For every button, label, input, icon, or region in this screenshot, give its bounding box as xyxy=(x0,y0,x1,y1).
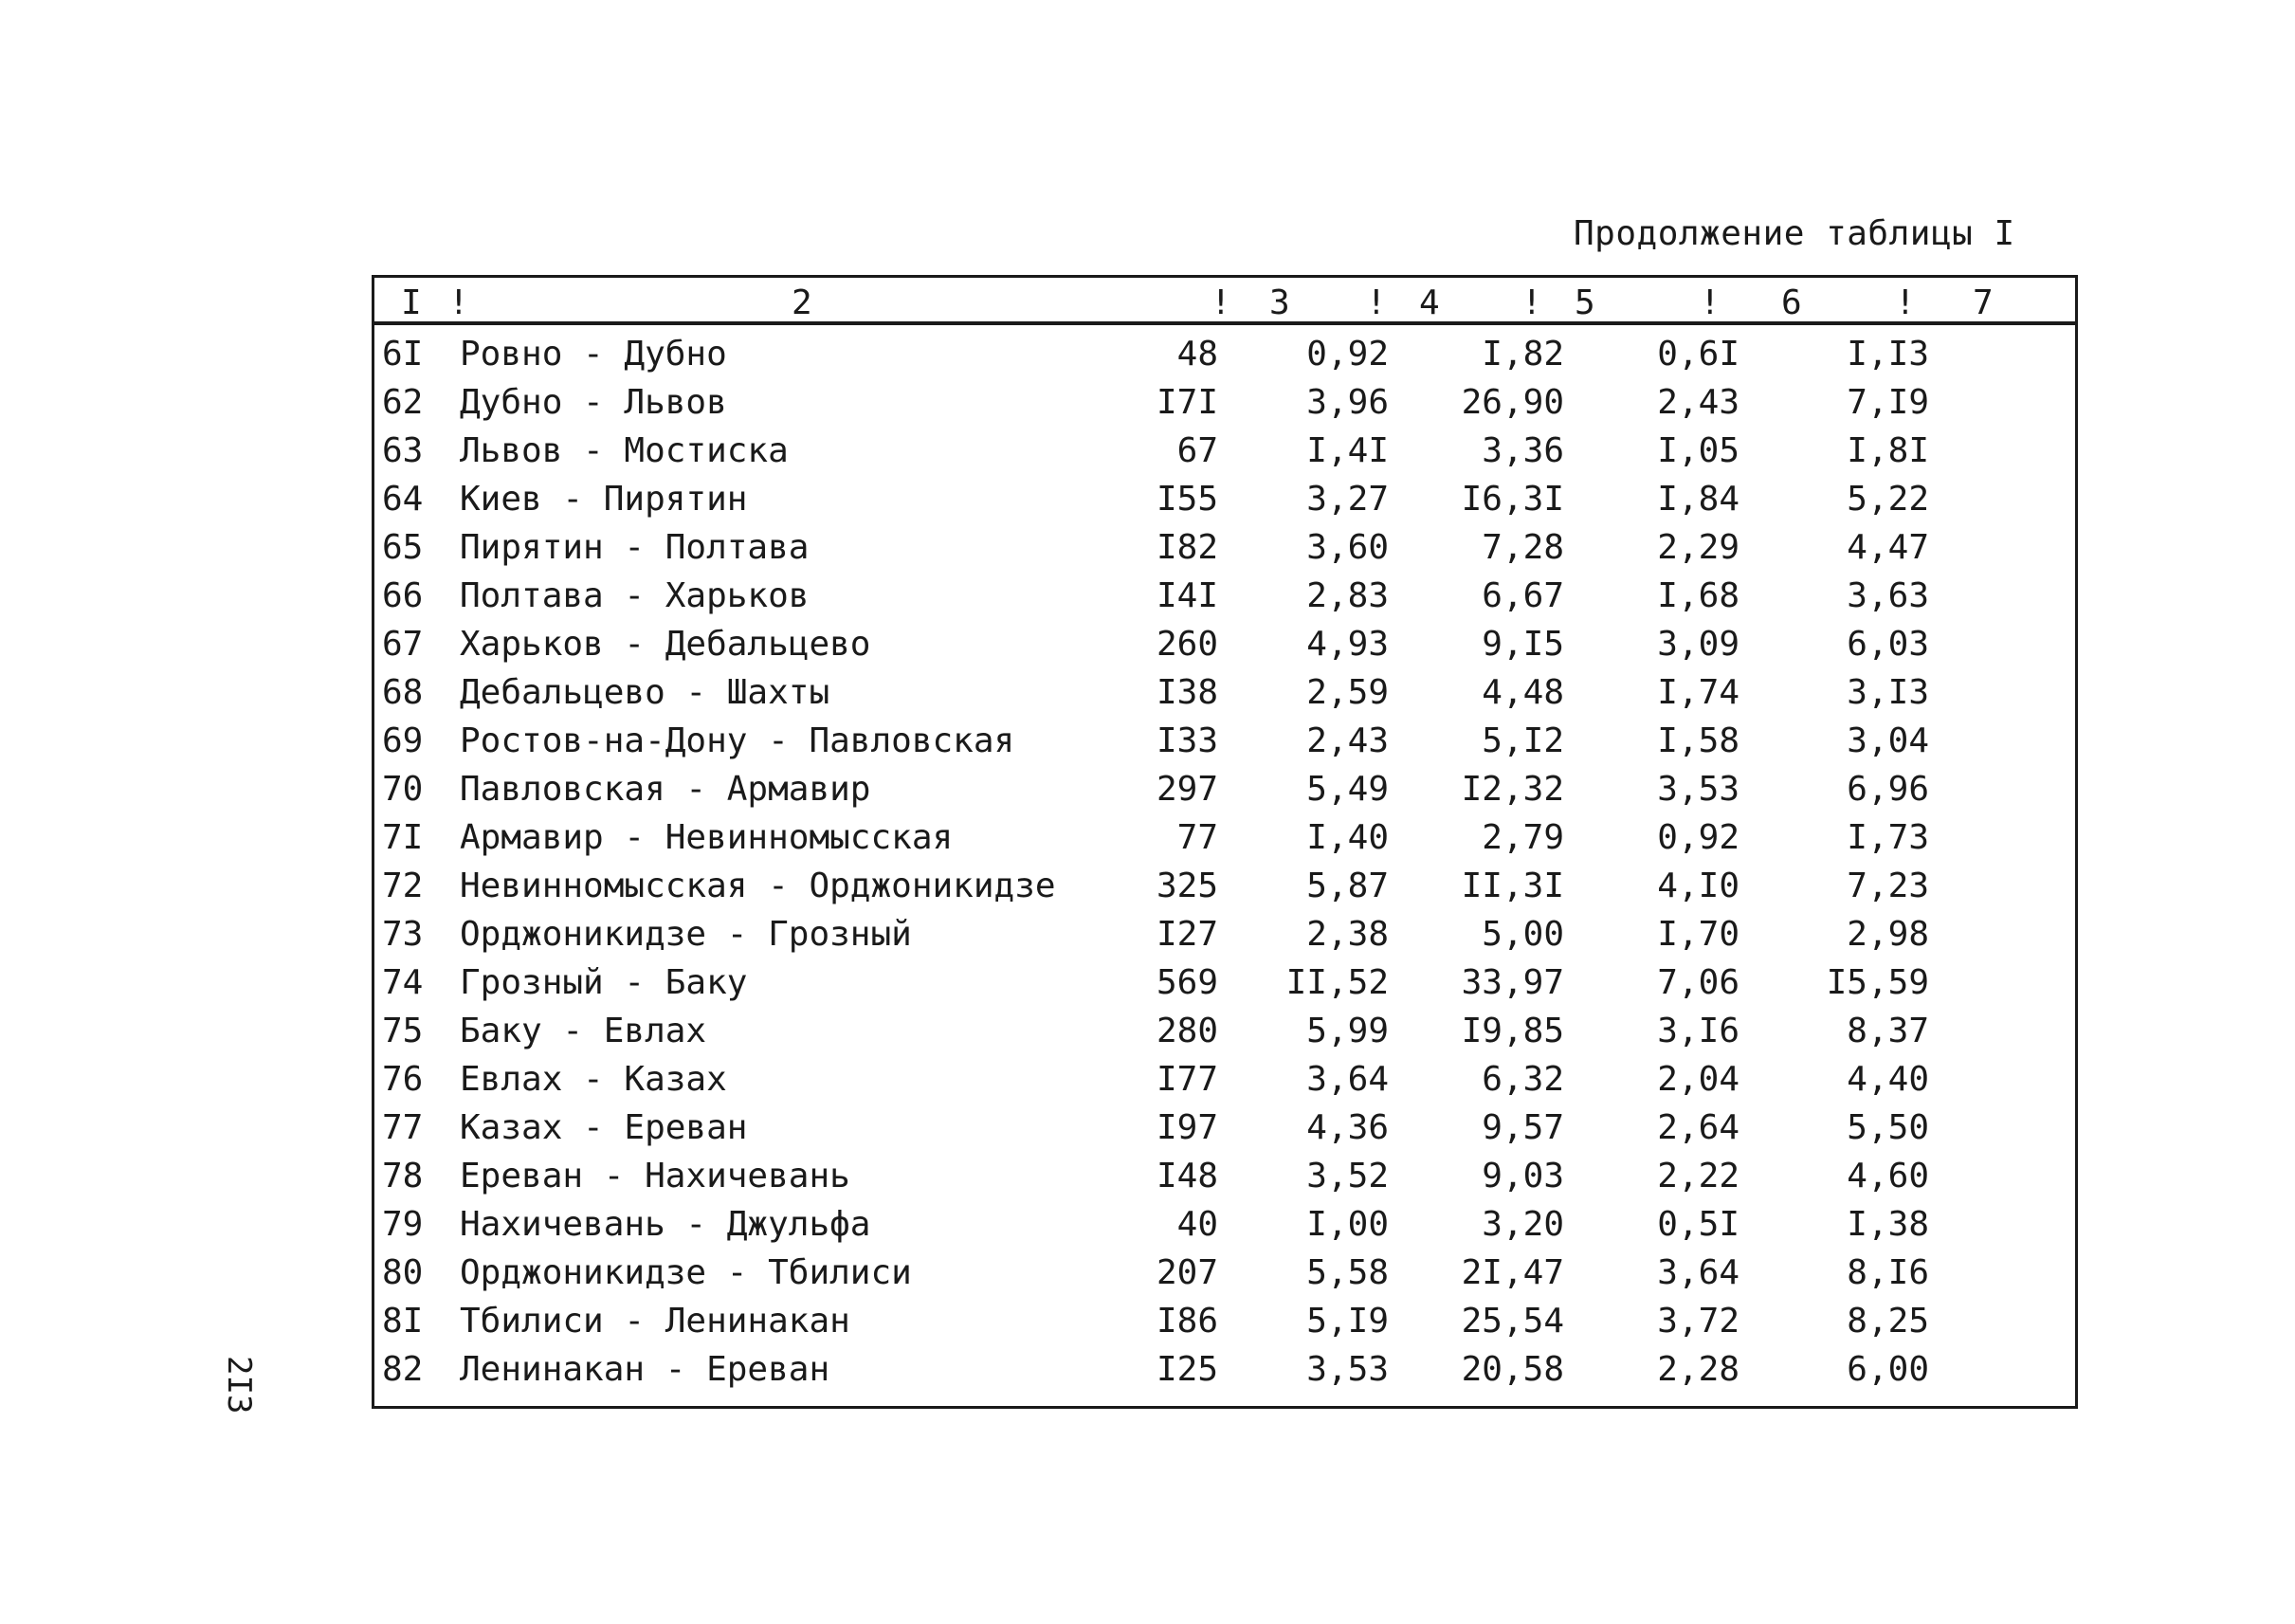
table-row xyxy=(374,377,2075,426)
value-col-3: I33 xyxy=(1156,721,1218,760)
route-name: Нахичевань - Джульфа xyxy=(460,1205,871,1244)
header-col-4: 4 xyxy=(1419,283,1440,322)
value-col-4: 5,49 xyxy=(1306,770,1389,809)
value-col-3: 297 xyxy=(1156,770,1218,809)
route-name: Орджоникидзе - Тбилиси xyxy=(460,1253,912,1292)
row-number: 62 xyxy=(382,383,424,422)
value-col-6: 2,22 xyxy=(1657,1157,1739,1195)
route-name: Ростов-на-Дону - Павловская xyxy=(460,721,1015,760)
value-col-5: 9,57 xyxy=(1482,1108,1564,1147)
table-row xyxy=(374,522,2075,571)
value-col-7: 6,00 xyxy=(1847,1350,1929,1389)
value-col-3: I48 xyxy=(1156,1157,1218,1195)
header-col-5: 5 xyxy=(1575,283,1595,322)
value-col-7: I,I3 xyxy=(1847,335,1929,374)
header-col-1: I xyxy=(401,283,422,322)
table-row xyxy=(374,619,2075,667)
route-name: Киев - Пирятин xyxy=(460,480,748,519)
route-name: Армавир - Невинномысская xyxy=(460,818,954,857)
header-separator: ! xyxy=(1700,283,1721,322)
value-col-4: 3,60 xyxy=(1306,528,1389,567)
value-col-5: I2,32 xyxy=(1461,770,1564,809)
value-col-6: 3,I6 xyxy=(1657,1012,1739,1050)
value-col-6: I,74 xyxy=(1657,673,1739,712)
table-row xyxy=(374,1296,2075,1344)
value-col-6: I,84 xyxy=(1657,480,1739,519)
row-number: 72 xyxy=(382,867,424,905)
value-col-4: 5,I9 xyxy=(1306,1302,1389,1341)
value-col-5: 2,79 xyxy=(1482,818,1564,857)
table-row xyxy=(374,1199,2075,1248)
table-row xyxy=(374,329,2075,377)
table-row xyxy=(374,812,2075,861)
row-number: 77 xyxy=(382,1108,424,1147)
route-name: Тбилиси - Ленинакан xyxy=(460,1302,850,1341)
value-col-4: I,00 xyxy=(1306,1205,1389,1244)
table-row xyxy=(374,958,2075,1006)
value-col-5: 25,54 xyxy=(1461,1302,1564,1341)
route-name: Грозный - Баку xyxy=(460,963,748,1002)
value-col-7: 4,60 xyxy=(1847,1157,1929,1195)
value-col-7: 5,50 xyxy=(1847,1108,1929,1147)
value-col-3: I38 xyxy=(1156,673,1218,712)
row-number: 68 xyxy=(382,673,424,712)
value-col-4: 2,83 xyxy=(1306,576,1389,615)
header-separator: ! xyxy=(1895,283,1916,322)
value-col-7: 2,98 xyxy=(1847,915,1929,954)
value-col-4: II,52 xyxy=(1285,963,1389,1002)
route-name: Дубно - Львов xyxy=(460,383,727,422)
value-col-7: 5,22 xyxy=(1847,480,1929,519)
value-col-3: I86 xyxy=(1156,1302,1218,1341)
row-number: 80 xyxy=(382,1253,424,1292)
value-col-3: 207 xyxy=(1156,1253,1218,1292)
value-col-7: 4,40 xyxy=(1847,1060,1929,1099)
value-col-4: 2,43 xyxy=(1306,721,1389,760)
value-col-4: 5,99 xyxy=(1306,1012,1389,1050)
value-col-7: 3,I3 xyxy=(1847,673,1929,712)
table-header-row xyxy=(374,278,2075,325)
table-row xyxy=(374,1054,2075,1103)
value-col-3: I77 xyxy=(1156,1060,1218,1099)
value-col-3: 260 xyxy=(1156,625,1218,664)
route-name: Харьков - Дебальцево xyxy=(460,625,871,664)
row-number: 64 xyxy=(382,480,424,519)
value-col-6: 4,I0 xyxy=(1657,867,1739,905)
table-row xyxy=(374,1248,2075,1296)
value-col-5: 5,00 xyxy=(1482,915,1564,954)
value-col-5: 7,28 xyxy=(1482,528,1564,567)
value-col-4: 2,59 xyxy=(1306,673,1389,712)
route-name: Невинномысская - Орджоникидзе xyxy=(460,867,1056,905)
value-col-5: I9,85 xyxy=(1461,1012,1564,1050)
header-col-7: 7 xyxy=(1973,283,1994,322)
route-name: Орджоникидзе - Грозный xyxy=(460,915,912,954)
value-col-3: I4I xyxy=(1156,576,1218,615)
value-col-6: 2,28 xyxy=(1657,1350,1739,1389)
value-col-3: 48 xyxy=(1176,335,1218,374)
route-name: Пирятин - Полтава xyxy=(460,528,810,567)
route-name: Баку - Евлах xyxy=(460,1012,707,1050)
header-col-6: 6 xyxy=(1781,283,1802,322)
value-col-5: 9,I5 xyxy=(1482,625,1564,664)
value-col-4: I,40 xyxy=(1306,818,1389,857)
route-name: Ровно - Дубно xyxy=(460,335,727,374)
value-col-7: 3,04 xyxy=(1847,721,1929,760)
row-number: 67 xyxy=(382,625,424,664)
value-col-6: 2,29 xyxy=(1657,528,1739,567)
value-col-5: 4,48 xyxy=(1482,673,1564,712)
value-col-3: 569 xyxy=(1156,963,1218,1002)
row-number: 74 xyxy=(382,963,424,1002)
table-row xyxy=(374,1151,2075,1199)
value-col-7: I,8I xyxy=(1847,431,1929,470)
value-col-6: 2,43 xyxy=(1657,383,1739,422)
value-col-6: 0,5I xyxy=(1657,1205,1739,1244)
value-col-7: 8,25 xyxy=(1847,1302,1929,1341)
route-name: Полтава - Харьков xyxy=(460,576,810,615)
header-separator: ! xyxy=(1211,283,1231,322)
route-name: Евлах - Казах xyxy=(460,1060,727,1099)
value-col-5: 5,I2 xyxy=(1482,721,1564,760)
value-col-4: 5,87 xyxy=(1306,867,1389,905)
row-number: 79 xyxy=(382,1205,424,1244)
value-col-5: 6,67 xyxy=(1482,576,1564,615)
value-col-6: 7,06 xyxy=(1657,963,1739,1002)
value-col-5: 2I,47 xyxy=(1461,1253,1564,1292)
row-number: 63 xyxy=(382,431,424,470)
header-separator: ! xyxy=(448,283,469,322)
table-row xyxy=(374,861,2075,909)
value-col-6: I,70 xyxy=(1657,915,1739,954)
value-col-5: 3,20 xyxy=(1482,1205,1564,1244)
row-number: 73 xyxy=(382,915,424,954)
row-number: 78 xyxy=(382,1157,424,1195)
value-col-4: 3,27 xyxy=(1306,480,1389,519)
value-col-3: I25 xyxy=(1156,1350,1218,1389)
route-name: Казах - Ереван xyxy=(460,1108,748,1147)
row-number: 66 xyxy=(382,576,424,615)
value-col-6: 0,92 xyxy=(1657,818,1739,857)
table-row xyxy=(374,571,2075,619)
header-separator: ! xyxy=(1366,283,1387,322)
value-col-5: 3,36 xyxy=(1482,431,1564,470)
value-col-7: I5,59 xyxy=(1826,963,1929,1002)
value-col-3: 40 xyxy=(1176,1205,1218,1244)
table-row xyxy=(374,667,2075,716)
row-number: 6I xyxy=(382,335,424,374)
value-col-4: 3,52 xyxy=(1306,1157,1389,1195)
value-col-4: 3,96 xyxy=(1306,383,1389,422)
value-col-5: 20,58 xyxy=(1461,1350,1564,1389)
table-row xyxy=(374,1103,2075,1151)
value-col-3: I97 xyxy=(1156,1108,1218,1147)
data-table xyxy=(372,275,2078,1409)
value-col-7: 7,23 xyxy=(1847,867,1929,905)
route-name: Дебальцево - Шахты xyxy=(460,673,830,712)
row-number: 76 xyxy=(382,1060,424,1099)
page-number: 2I3 xyxy=(220,1356,258,1414)
value-col-3: I27 xyxy=(1156,915,1218,954)
row-number: 70 xyxy=(382,770,424,809)
value-col-3: 280 xyxy=(1156,1012,1218,1050)
table-row xyxy=(374,426,2075,474)
value-col-7: 7,I9 xyxy=(1847,383,1929,422)
table-row xyxy=(374,764,2075,812)
table-caption: Продолжение таблицы I xyxy=(1574,214,2015,253)
table-row xyxy=(374,1344,2075,1393)
table-body xyxy=(374,329,2075,1393)
value-col-5: II,3I xyxy=(1461,867,1564,905)
header-col-3: 3 xyxy=(1269,283,1290,322)
value-col-3: 325 xyxy=(1156,867,1218,905)
value-col-7: I,38 xyxy=(1847,1205,1929,1244)
value-col-6: 3,53 xyxy=(1657,770,1739,809)
value-col-6: I,58 xyxy=(1657,721,1739,760)
value-col-7: 8,I6 xyxy=(1847,1253,1929,1292)
value-col-3: 67 xyxy=(1176,431,1218,470)
value-col-6: 2,04 xyxy=(1657,1060,1739,1099)
value-col-4: 3,53 xyxy=(1306,1350,1389,1389)
value-col-5: 26,90 xyxy=(1461,383,1564,422)
value-col-3: I7I xyxy=(1156,383,1218,422)
route-name: Ленинакан - Ереван xyxy=(460,1350,830,1389)
value-col-4: 5,58 xyxy=(1306,1253,1389,1292)
value-col-3: I55 xyxy=(1156,480,1218,519)
route-name: Львов - Мостиска xyxy=(460,431,789,470)
value-col-4: I,4I xyxy=(1306,431,1389,470)
value-col-5: I,82 xyxy=(1482,335,1564,374)
value-col-3: 77 xyxy=(1176,818,1218,857)
value-col-3: I82 xyxy=(1156,528,1218,567)
row-number: 8I xyxy=(382,1302,424,1341)
header-separator: ! xyxy=(1521,283,1542,322)
table-row xyxy=(374,1006,2075,1054)
row-number: 7I xyxy=(382,818,424,857)
route-name: Ереван - Нахичевань xyxy=(460,1157,850,1195)
value-col-7: 6,96 xyxy=(1847,770,1929,809)
value-col-4: 0,92 xyxy=(1306,335,1389,374)
value-col-6: 3,09 xyxy=(1657,625,1739,664)
header-col-2: 2 xyxy=(792,283,812,322)
value-col-4: 4,36 xyxy=(1306,1108,1389,1147)
table-row xyxy=(374,716,2075,764)
value-col-4: 4,93 xyxy=(1306,625,1389,664)
value-col-7: 8,37 xyxy=(1847,1012,1929,1050)
value-col-4: 2,38 xyxy=(1306,915,1389,954)
value-col-5: 9,03 xyxy=(1482,1157,1564,1195)
value-col-7: 6,03 xyxy=(1847,625,1929,664)
value-col-6: 0,6I xyxy=(1657,335,1739,374)
value-col-6: 3,72 xyxy=(1657,1302,1739,1341)
value-col-6: I,05 xyxy=(1657,431,1739,470)
value-col-6: 2,64 xyxy=(1657,1108,1739,1147)
value-col-4: 3,64 xyxy=(1306,1060,1389,1099)
value-col-5: 6,32 xyxy=(1482,1060,1564,1099)
table-row xyxy=(374,474,2075,522)
route-name: Павловская - Армавир xyxy=(460,770,871,809)
value-col-7: 4,47 xyxy=(1847,528,1929,567)
value-col-5: I6,3I xyxy=(1461,480,1564,519)
value-col-5: 33,97 xyxy=(1461,963,1564,1002)
value-col-7: 3,63 xyxy=(1847,576,1929,615)
row-number: 82 xyxy=(382,1350,424,1389)
value-col-6: I,68 xyxy=(1657,576,1739,615)
value-col-6: 3,64 xyxy=(1657,1253,1739,1292)
row-number: 65 xyxy=(382,528,424,567)
table-row xyxy=(374,909,2075,958)
value-col-7: I,73 xyxy=(1847,818,1929,857)
row-number: 69 xyxy=(382,721,424,760)
row-number: 75 xyxy=(382,1012,424,1050)
